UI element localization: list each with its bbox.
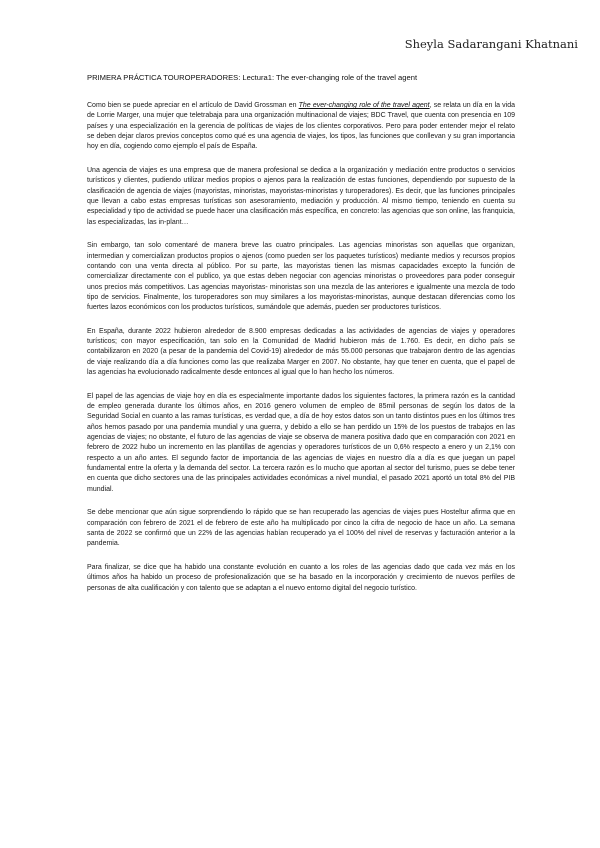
paragraph-intro-after: , se relata un día en la vida de Lorrie Marger, una mujer que teletrabaja para una organización multinacional de viajes; BDC Travel, que cuenta con presencia en 109 países y una especialización en la gerencia de políticas de viajes de los clientes corporativos. Pero para poder entender mejor el relato se deben dejar claros previos conceptos como qué es una agencia de viajes, los tipos, las funciones que conllevan y su gran importancia hoy en día, cogiendo como ejemplo el país de España. — [87, 102, 515, 151]
paragraph: Para finalizar, se dice que ha habido una constante evolución en cuanto a los roles de las agencias dado que cada vez más en los últimos años ha habido un proceso de profesionalización que se ha basado en la incorporación y crecimiento de nuevos perfiles de personas de alta cualificación y con talento que se adaptan a el nuevo entorno digital del negocio turístico. — [87, 563, 515, 592]
paragraph: Una agencia de viajes es una empresa que de manera profesional se dedica a la organización y mediación entre productos o servicios turísticos y clientes, pudiendo utilizar medios propios o ajenos para la realización de estas funciones, dependiendo por supuesto de la clasificación de agencia de viajes (mayoristas, minoristas, mayoristas-minoristas y turoperadores). Es decir, que las funciones principales que llevan a cabo estas empresas turísticas son asesoramiento, mediación y producción. Al mismo tiempo, teniendo en cuenta su especialidad y tipo de actividad se puede hacer una clasificación más específica, en concreto: las agencias que son online, las franquicia, las especializadas, las in-plant… — [87, 166, 515, 226]
author-name: Sheyla Sadarangani Khatnani — [404, 37, 578, 51]
paragraph: Se debe mencionar que aún sigue sorprendiendo lo rápido que se han recuperado las agencias de viajes pues Hosteltur afirma que en comparación con febrero de 2021 el de febrero de este año ha multiplicado por cinco la cifra de negocio de hace un año. La semana santa de 2022 se confirmó que un 22% de las agencias habían recuperado ya el 100% del nivel de reservas y facturación anterior a la pandemia. — [87, 509, 515, 548]
paragraph: Sin embargo, tan solo comentaré de manera breve las cuatro principales. Las agencias minoristas son aquellas que organizan, intermedian y comercializan productos propios o ajenos (como pueden ser los paquetes turísticos) mediante medios y recursos propios contando con una venta directa al público. Por su parte, las mayoristas tienen las mismas capacidades excepto la función de comercializar directamente con el publico, ya que estas deben negociar con agencias minoristas o proveedores para poder conseguir unos precios más competitivos. Las agencias mayoristas- minoristas son una mezcla de las anteriores e igualmente una mezcla de todo tipo de servicios. Finalmente, los turoperadores son muy similares a los mayoristas-minoristas, aunque destacan diferencias como los fuertes lazos económicos con los productos turísticos, sumándole que además, pueden ser productores turísticos. — [87, 242, 515, 312]
paragraph: El papel de las agencias de viaje hoy en día es especialmente importante dados los siguientes factores, la primera razón es la cantidad de empleo generada durante los últimos años, en 2016 genero volumen de empleo de 85mil personas de según los datos de la Seguridad Social en cuanto a las ramas turísticas, es verdad que, a día de hoy estos datos son un tanto distintos pues en los últimos tres años hemos pasado por una pandemia mundial y una guerra, y debido a ello se han perdido un 15% de los puestos de trabajos en las agencias de viajes; no obstante, el futuro de las agencias de viaje se observa de manera positiva dado que en comparación con 2021 en febrero de 2022 hubo un incremento en las plantillas de agencias y operadores turísticos de un 0,6% respecto a enero y un 2,1% con respecto a un año antes. El segundo factor de importancia de las agencias de viajes en nuestro día a día es que juegan un papel fundamental entre la oferta y la demanda del sector. La tercera razón es lo mucho que aportan al sector del turismo, pues se debe tener en cuenta que dicho sectores una de las principales actividades económicas a nivel mundial, el pasado 2021 aportó un total 8% del PIB mundial. — [87, 392, 515, 493]
document-body — [87, 101, 515, 607]
article-title-link[interactable]: The ever-changing role of the travel agent — [298, 102, 430, 109]
paragraph-intro-before: Como bien se puede apreciar en el artículo de David Grossman en — [87, 102, 299, 109]
paragraph-intro — [87, 101, 515, 153]
document-heading: PRIMERA PRÁCTICA TOUROPERADORES: Lectura1: The ever-changing role of the travel agent — [87, 73, 418, 82]
paragraph: En España, durante 2022 hubieron alrededor de 8.900 empresas dedicadas a las actividades de agencias de viajes y operadores turísticos; con mayor especificación, tan solo en la Comunidad de Madrid hubieron más de 1.760. Es decir, en dicho país se contabilizaron en 2020 (a pesar de la pandemia del Covid-19) alrededor de más 55.000 personas que trabajaron dentro de las agencias de viaje realizando día a día funciones como las que realizaba Marger en 2007. No obstante, hay que tener en cuenta, que el papel de las agencias ha evolucionado radicalmente desde entonces al igual que lo han hecho los números. — [87, 327, 515, 377]
